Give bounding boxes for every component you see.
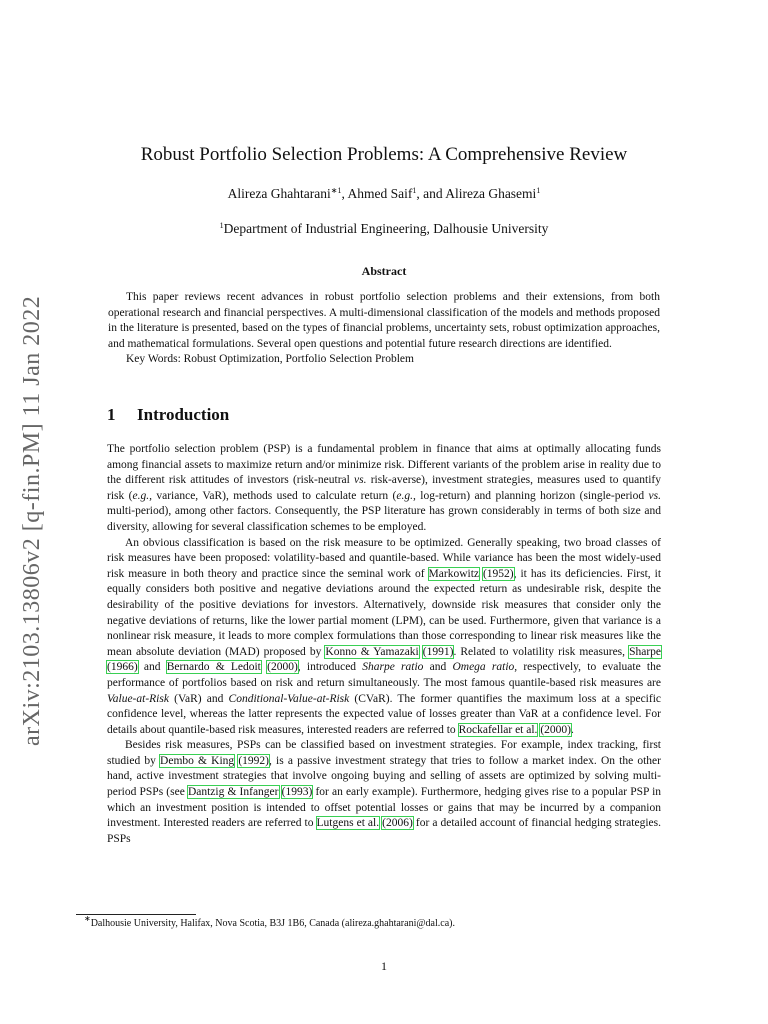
text-run: The portfolio selection problem (PSP) is a fundamental problem in finance that aims at optimally allocating funds among financial assets to maximize return and/or minimize risk. Different variants of the problem arise in reality due to the different risk attitudes of investors (risk-neutral [107,443,661,487]
text-run: risk-averse), investment strategies, measures used to quantify risk ( [107,474,661,502]
text-run: e.g., [396,489,416,502]
text-run: . [570,723,574,736]
footnote-rule [76,914,196,915]
abstract-heading: Abstract [361,264,407,278]
citation-year-link-dantzig-infanger[interactable]: (1993) [281,786,313,799]
text-run: vs. [354,474,367,487]
footnote [84,914,455,929]
footnote-text: Dalhousie University, Halifax, Nova Scotia, B3J 1B6, Canada (alireza.ghahtarani@dal.ca). [90,918,455,929]
citation-year-link-sharpe[interactable]: (1966) [107,661,138,674]
abstract-text: This paper reviews recent advances in robust portfolio selection problems and their extensions, from both operational research and financial perspectives. A multi-dimensional classification of the models and methods proposed in the literature is presented, based on the types of financial problems, uncertainty sets, robust optimization approaches, and mathematical formulations. Several open questions and potential future research directions are identified. [108,291,660,350]
text-run: Conditional-Value-at-Risk [228,692,350,705]
text-run: , is a passive investment strategy that tries to follow a market index. On the other hand, active investment strategies that involve ongoing buying and selling of assets are optimized by solving multi-period PSPs (see [107,754,661,799]
keywords: Key Words: Robust Optimization, Portfolio Selection Problem [126,353,414,366]
abstract-body [108,290,660,368]
citation-link-lutgens[interactable]: Lutgens et al. [316,817,380,830]
page-number: 1 [381,959,387,973]
main-text [107,442,661,847]
author-separator: , [341,186,348,201]
citation-year-link-markowitz[interactable]: (1952) [482,567,514,580]
citation-year-link-konno-yamazaki[interactable]: (1991) [422,645,454,658]
text-run: for an early example). Furthermore, hedging gives rise to a popular PSP in which an investment position is intended to offset potential losses or gains that may be incurred by a companion investment. Interested readers are referred to [107,786,662,830]
author-2: Ahmed Saif [347,186,413,201]
text-run: , it has its deficiencies. First, it equally considers both positive and negative deviations around the expected return as undesirable risk, despite the desirability of the positive deviations for investors. Alternatively, downside risk measures that consider only the negative deviations of returns, like the lower partial moment (LPM), can be used. Furthermore, given that variance is a nonlinear risk measure, it leads to more complex formulations than those corresponding to linear risk measures like the mean absolute deviation (MAD) proposed by [107,567,662,658]
citation-link-dembo-king[interactable]: Dembo & King [160,754,235,767]
author-3: Alireza Ghasemi [445,186,537,201]
text-run: (CVaR). The former quantifies the maximum loss at a specific confidence level, whereas the latter represents the expected value of losses greater than VaR at a confidence level. For details about quantile-based risk measures, interested readers are referred to [107,692,661,736]
affiliation [80,221,688,237]
paragraph-3 [107,738,661,847]
text-run: and [423,661,453,674]
section-heading [107,405,229,425]
citation-year-link-dembo-king[interactable]: (1992) [238,754,270,767]
citation-year-link-rockafellar[interactable]: (2000) [540,723,571,736]
text-run: Value-at-Risk [107,692,169,705]
text-run: log-return) and planning horizon (single-period [415,489,649,502]
text-run: Omega ratio [452,661,515,674]
text-run: and [137,661,167,674]
text-run: , respectively, to evaluate the performance of portfolios based on risk and return simultaneously. The most famous quantile-based risk measures are [107,661,661,689]
citation-link-bernardo-ledoit[interactable]: Bernardo & Ledoit [166,661,261,674]
citation-link-sharpe[interactable]: Sharpe [629,645,661,658]
text-run: Besides risk measures, PSPs can be classified based on investment strategies. For example, index tracking, first studied by [107,739,661,767]
text-run: , introduced [297,661,363,674]
text-run: (VaR) and [168,692,229,705]
section-number: 1 [107,405,116,424]
footnote-mark: ∗ [84,914,91,923]
author-1-mark[interactable]: ∗1 [330,186,342,195]
text-run: An obvious classification is based on the risk measure to be optimized. Generally speaking, two broad classes of risk measures have been proposed: volatility-based and quantile-based. While variance has been the most widely-used risk measure in both theory and practice since the seminal work of [107,536,661,580]
section-title: Introduction [137,405,230,424]
paragraph-1 [107,442,661,536]
text-run: vs. [648,489,661,502]
citation-link-markowitz[interactable]: Markowitz [428,567,479,580]
citation-link-konno-yamazaki[interactable]: Konno & Yamazaki [325,645,419,658]
affiliation-mark: 1 [219,221,224,230]
author-2-mark: 1 [412,186,417,195]
text-run: . Related to volatility risk measures, [453,645,630,658]
arxiv-side-label [14,266,50,746]
author-3-mark: 1 [536,186,541,195]
author-1: Alireza Ghahtarani [227,186,331,201]
text-run: multi-period), among other factors. Consequently, the PSP literature has grown considerably in terms of both size and diversity, allowing for several classification schemes to be employed. [107,505,661,533]
text-run: Sharpe ratio [362,661,424,674]
citation-year-link-bernardo-ledoit[interactable]: (2000) [267,661,298,674]
text-run: e.g., [132,489,152,502]
text-run: for a detailed account of financial hedging strategies. PSPs [107,817,661,845]
paragraph-2 [107,536,661,739]
arxiv-identifier[interactable]: arXiv:2103.13806v2 [q-fin.PM] 11 Jan 2022 [19,295,45,746]
affiliation-text: Department of Industrial Engineering, Dalhousie University [223,221,549,236]
author-list [80,186,688,202]
paper-title: Robust Portfolio Selection Problems: A Comprehensive Review [140,144,628,165]
citation-link-rockafellar[interactable]: Rockafellar et al. [458,723,538,736]
citation-link-dantzig-infanger[interactable]: Dantzig & Infanger [187,786,279,799]
text-run: variance, VaR), methods used to calculate return ( [151,489,397,502]
citation-year-link-lutgens[interactable]: (2006) [382,817,413,830]
author-separator: , and [416,186,446,201]
